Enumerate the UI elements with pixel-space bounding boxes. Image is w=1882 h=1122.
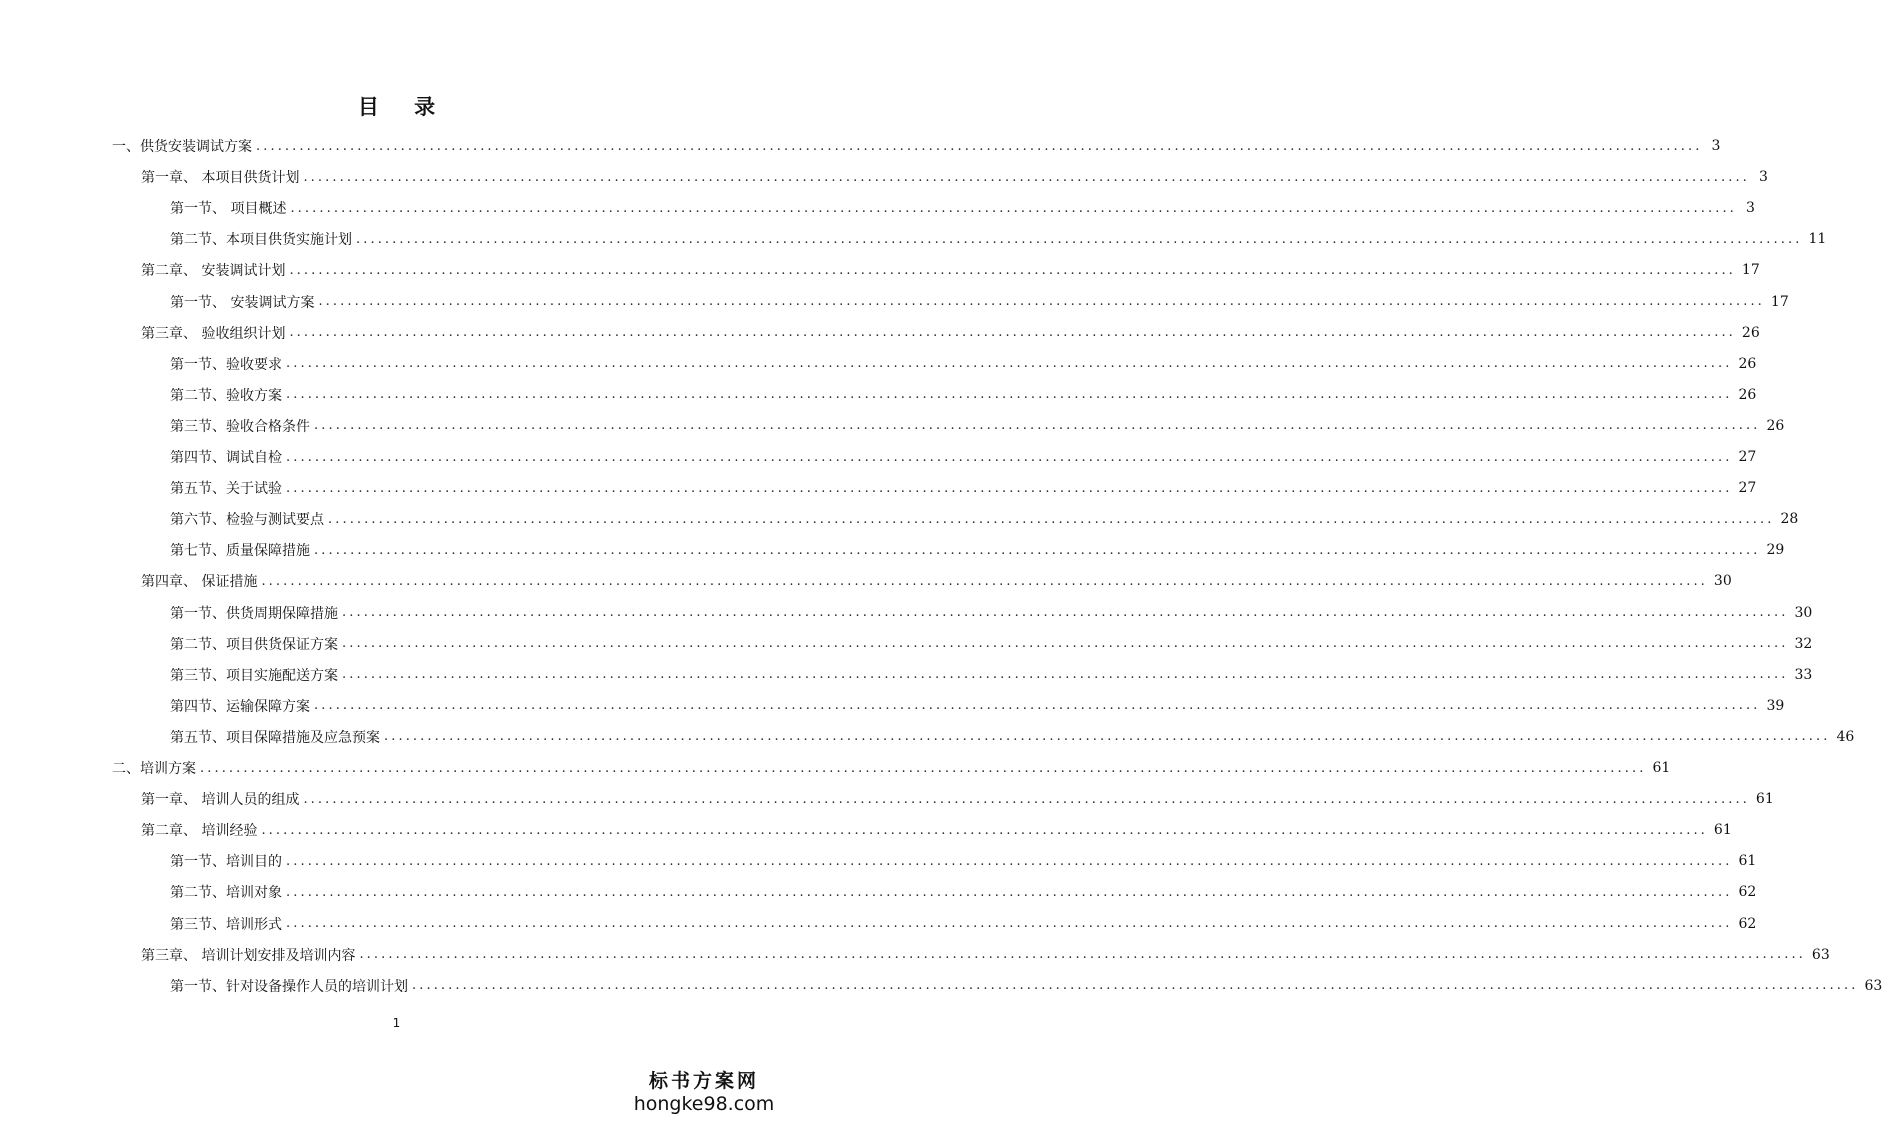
toc-entry[interactable]: [170, 475, 1757, 501]
toc-entry-label: 第二节、培训对象: [170, 885, 282, 902]
toc-entry-page: 63: [1864, 977, 1882, 994]
toc-entry-label: 第一节、验收要求: [170, 356, 282, 373]
watermark-chinese: 标书方案网: [648, 1070, 759, 1092]
toc-dot-leader: ........................................................................................................................................................................................................: [314, 542, 1761, 558]
toc-dot-leader: ........................................................................................................................................................................................................: [286, 480, 1733, 496]
toc-entry[interactable]: [170, 693, 1785, 719]
toc-entry-label: 第一节、供货周期保障措施: [170, 605, 338, 622]
toc-entry-page: 26: [1741, 324, 1760, 341]
toc-entry-label: 第三节、项目实施配送方案: [170, 667, 338, 684]
toc-dot-leader: ........................................................................................................................................................................................................: [261, 573, 1708, 589]
toc-entry-label: 第七节、质量保障措施: [170, 543, 310, 560]
watermark-logo: [629, 1070, 779, 1116]
toc-entry-label: 第六节、检验与测试要点: [170, 512, 324, 529]
toc-entry-page: 33: [1794, 666, 1813, 683]
toc-entry-page: 62: [1738, 915, 1757, 932]
toc-entry[interactable]: [170, 413, 1785, 439]
toc-entry-page: 61: [1652, 760, 1671, 776]
toc-entry[interactable]: [141, 320, 1760, 346]
toc-dot-leader: ........................................................................................................................................................................................................: [289, 262, 1736, 278]
toc-title: 目 录: [357, 94, 450, 119]
toc-dot-leader: ........................................................................................................................................................................................................: [342, 605, 1789, 620]
toc-entry[interactable]: [170, 879, 1757, 905]
page-number: 1: [392, 1016, 401, 1030]
toc-dot-leader: ........................................................................................................................................................................................................: [384, 729, 1831, 745]
toc-dot-leader: ........................................................................................................................................................................................................: [318, 294, 1765, 309]
toc-entry[interactable]: [170, 600, 1813, 626]
watermark-domain: hongke98.com: [633, 1093, 775, 1115]
toc-entry[interactable]: [141, 568, 1732, 594]
toc-entry-page: 61: [1755, 791, 1774, 808]
toc-entry[interactable]: [170, 724, 1855, 750]
toc-entry-label: 第一节、 安装调试方案: [170, 294, 315, 311]
toc-entry-label: 第二节、验收方案: [170, 387, 282, 404]
toc-dot-leader: ........................................................................................................................................................................................................: [290, 200, 1737, 216]
toc-entry-page: 3: [1746, 200, 1755, 217]
toc-entry-page: 17: [1741, 262, 1760, 279]
toc-entry[interactable]: [141, 786, 1774, 812]
toc-entry[interactable]: [170, 195, 1755, 221]
toc-dot-leader: ........................................................................................................................................................................................................: [412, 978, 1859, 994]
toc-entry-page: 29: [1766, 542, 1785, 559]
toc-entry[interactable]: [170, 444, 1757, 470]
toc-entry-label: 第四节、运输保障方案: [170, 698, 310, 715]
toc-entry-page: 30: [1713, 573, 1732, 590]
toc-entry-page: 3: [1759, 169, 1768, 186]
toc-entry-page: 28: [1780, 511, 1799, 528]
toc-entry-page: 3: [1711, 138, 1721, 154]
toc-entry[interactable]: [170, 631, 1813, 657]
toc-dot-leader: ........................................................................................................................................................................................................: [256, 138, 1703, 154]
toc-entry[interactable]: [141, 942, 1830, 968]
toc-entry-page: 63: [1811, 946, 1830, 963]
toc-entry[interactable]: [170, 662, 1813, 688]
toc-entry-label: 第三节、培训形式: [170, 916, 282, 933]
toc-entry[interactable]: [170, 537, 1785, 563]
toc-entry[interactable]: [170, 973, 1882, 999]
toc-entry[interactable]: [170, 848, 1757, 874]
toc-entry-label: 第四章、 保证措施: [141, 574, 258, 591]
toc-entry-page: 32: [1794, 635, 1813, 652]
toc-entry[interactable]: [112, 133, 1721, 159]
toc-entry[interactable]: [170, 226, 1827, 252]
toc-dot-leader: ........................................................................................................................................................................................................: [261, 822, 1708, 838]
toc-entry[interactable]: [170, 506, 1799, 532]
toc-entry-page: 27: [1738, 449, 1757, 465]
toc-entry-label: 第五节、关于试验: [170, 481, 282, 498]
toc-entry-page: 61: [1713, 822, 1732, 839]
toc-dot-leader: ........................................................................................................................................................................................................: [342, 667, 1789, 683]
toc-dot-leader: ........................................................................................................................................................................................................: [286, 387, 1733, 403]
toc-entry-label: 第三章、 培训计划安排及培训内容: [141, 947, 356, 964]
toc-entry-label: 第一章、 本项目供货计划: [141, 170, 300, 187]
toc-entry[interactable]: [141, 257, 1760, 283]
toc-entry-label: 第二章、 安装调试计划: [141, 263, 286, 280]
toc-entry-label: 第一章、 培训人员的组成: [141, 792, 300, 809]
toc-entry-page: 30: [1794, 604, 1813, 621]
toc-dot-leader: ........................................................................................................................................................................................................: [303, 791, 1750, 807]
toc-entry-page: 11: [1808, 231, 1827, 248]
toc-entry[interactable]: [112, 755, 1671, 781]
toc-entry-label: 第一节、 项目概述: [170, 201, 287, 218]
toc-dot-leader: ........................................................................................................................................................................................................: [359, 947, 1806, 963]
toc-entry-page: 26: [1766, 417, 1785, 434]
toc-entry[interactable]: [170, 289, 1789, 315]
toc-entry[interactable]: [141, 817, 1732, 843]
toc-entry-label: 第五节、项目保障措施及应急预案: [170, 729, 380, 746]
toc-entry-label: 第二章、 培训经验: [141, 823, 258, 840]
toc-dot-leader: ........................................................................................................................................................................................................: [314, 698, 1761, 714]
toc-entry-label: 第一节、培训目的: [170, 854, 282, 871]
toc-dot-leader: ........................................................................................................................................................................................................: [286, 449, 1733, 465]
toc-dot-leader: ........................................................................................................................................................................................................: [286, 884, 1733, 900]
toc-entry-label: 第二节、项目供货保证方案: [170, 636, 338, 653]
toc-entry-page: 17: [1770, 293, 1789, 310]
toc-entry-page: 46: [1836, 728, 1855, 745]
toc-entry-label: 二、培训方案: [112, 761, 196, 777]
toc-entry-label: 第四节、调试自检: [170, 450, 282, 466]
toc-entry[interactable]: [170, 351, 1757, 377]
toc-dot-leader: ........................................................................................................................................................................................................: [328, 511, 1775, 527]
toc-entry[interactable]: [170, 911, 1757, 937]
toc-dot-leader: ........................................................................................................................................................................................................: [286, 356, 1733, 372]
toc-entry-label: 第三节、验收合格条件: [170, 418, 310, 435]
toc-entry-page: 61: [1738, 853, 1757, 870]
toc-entry[interactable]: [170, 382, 1757, 408]
toc-entry-page: 26: [1738, 355, 1757, 372]
toc-entry-label: 第三章、 验收组织计划: [141, 325, 286, 342]
toc-entry-page: 26: [1738, 386, 1757, 403]
toc-entry-page: 39: [1766, 697, 1785, 714]
toc-dot-leader: ........................................................................................................................................................................................................: [286, 916, 1733, 931]
toc-dot-leader: ........................................................................................................................................................................................................: [200, 760, 1647, 776]
toc-dot-leader: ........................................................................................................................................................................................................: [303, 169, 1750, 185]
toc-entry-page: 62: [1738, 884, 1757, 901]
toc-entry-label: 第一节、针对设备操作人员的培训计划: [170, 978, 408, 995]
toc-dot-leader: ........................................................................................................................................................................................................: [314, 418, 1761, 434]
toc-dot-leader: ........................................................................................................................................................................................................: [356, 231, 1803, 247]
toc-entry-label: 一、供货安装调试方案: [112, 139, 252, 155]
toc-entry[interactable]: [141, 164, 1768, 190]
toc-dot-leader: ........................................................................................................................................................................................................: [342, 636, 1789, 652]
toc-dot-leader: ........................................................................................................................................................................................................: [286, 853, 1733, 869]
toc-entry-label: 第二节、本项目供货实施计划: [170, 232, 352, 249]
toc-entry-page: 27: [1738, 480, 1757, 497]
toc-dot-leader: ........................................................................................................................................................................................................: [289, 325, 1736, 341]
